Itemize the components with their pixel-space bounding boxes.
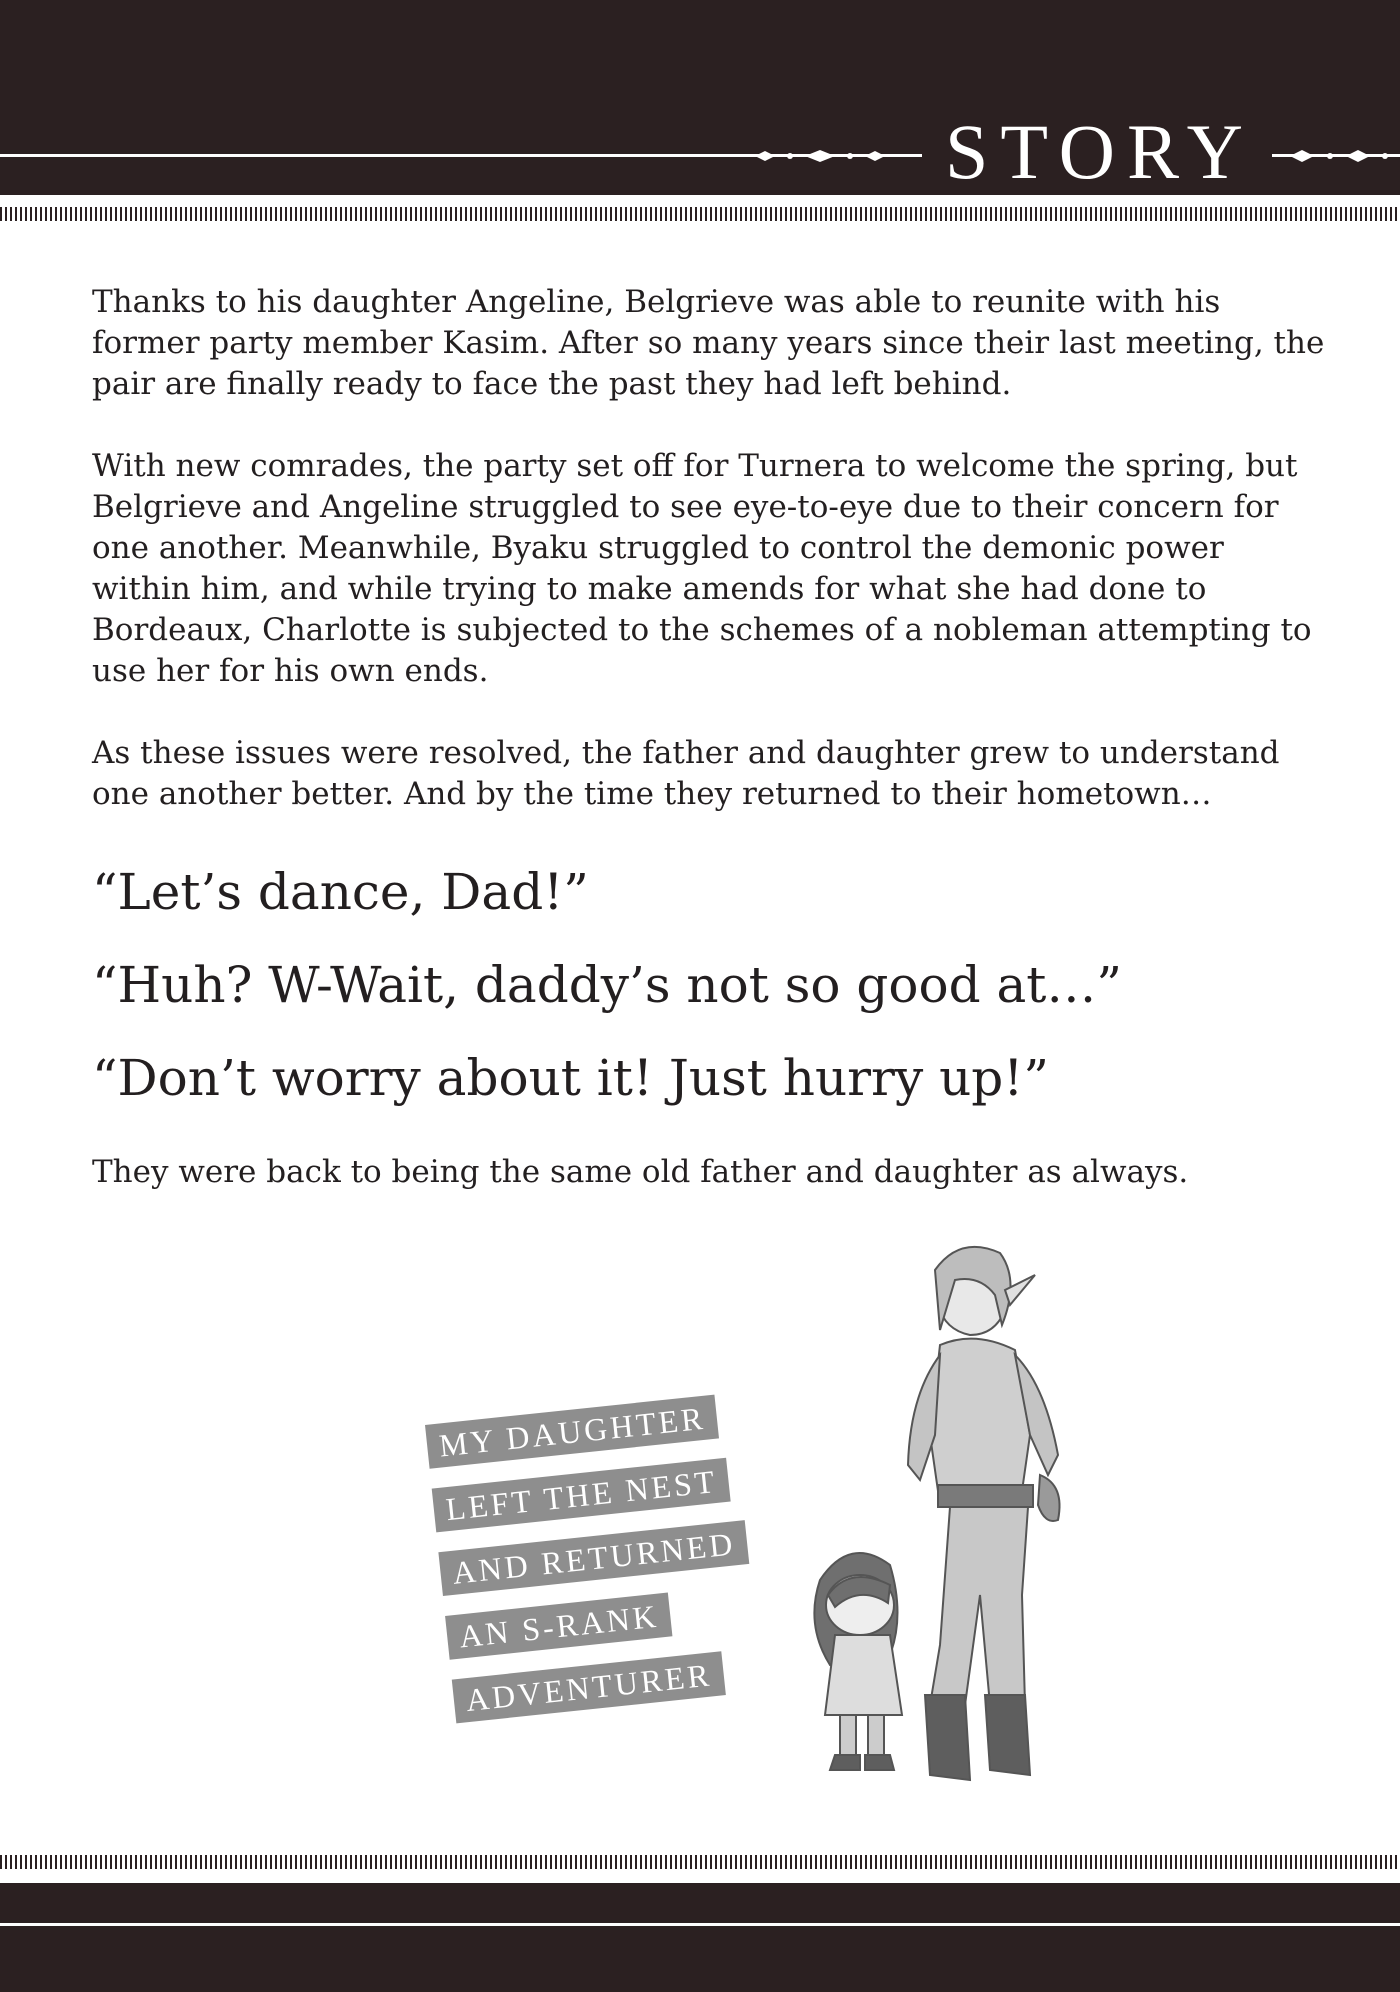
left-flourish-icon [735,148,925,164]
bottom-tick-border [0,1855,1400,1869]
story-paragraph: As these issues were resolved, the father and daughter grew to understand one another better. And by the time they returned to their hometown… [92,735,1280,812]
logo-line: ADVENTURER [452,1651,726,1723]
logo-line: AN S-RANK [445,1592,673,1659]
story-body [92,282,1332,856]
story-paragraph: Thanks to his daughter Angeline, Belgrieve was able to reunite with his former party member Kasim. After so many years since their last meeting, the pair are finally ready to face the past they had left behind. [92,284,1325,402]
series-logo [425,1385,836,1743]
logo-line: AND RETURNED [438,1520,749,1596]
footer-divider [0,1923,1400,1926]
dialogue-quote: “Let’s dance, Dad!” [92,863,589,921]
dialogue-quote: “Huh? W-Wait, daddy’s not so good at…” [92,956,1122,1014]
closing-line: They were back to being the same old father and daughter as always. [92,1154,1189,1190]
page-title: STORY [945,108,1255,195]
story-paragraph: With new comrades, the party set off for Turnera to welcome the spring, but Belgrieve and Angeline struggled to see eye-to-eye due to their concern for one another. Meanwhile, Byaku struggled to control the demonic power within him, and while trying to make amends for what she had done to Bordeaux, Charlotte is subjected to the schemes of a nobleman attempting to use her for his own ends. [92,448,1312,689]
logo-line: LEFT THE NEST [432,1458,731,1533]
top-tick-border [0,207,1400,221]
right-flourish-icon [1280,148,1400,164]
footer-band [0,1883,1400,1992]
father-daughter-illustration [790,1235,1120,1795]
logo-line: MY DAUGHTER [425,1395,719,1469]
dialogue-quote: “Don’t worry about it! Just hurry up!” [92,1049,1049,1107]
